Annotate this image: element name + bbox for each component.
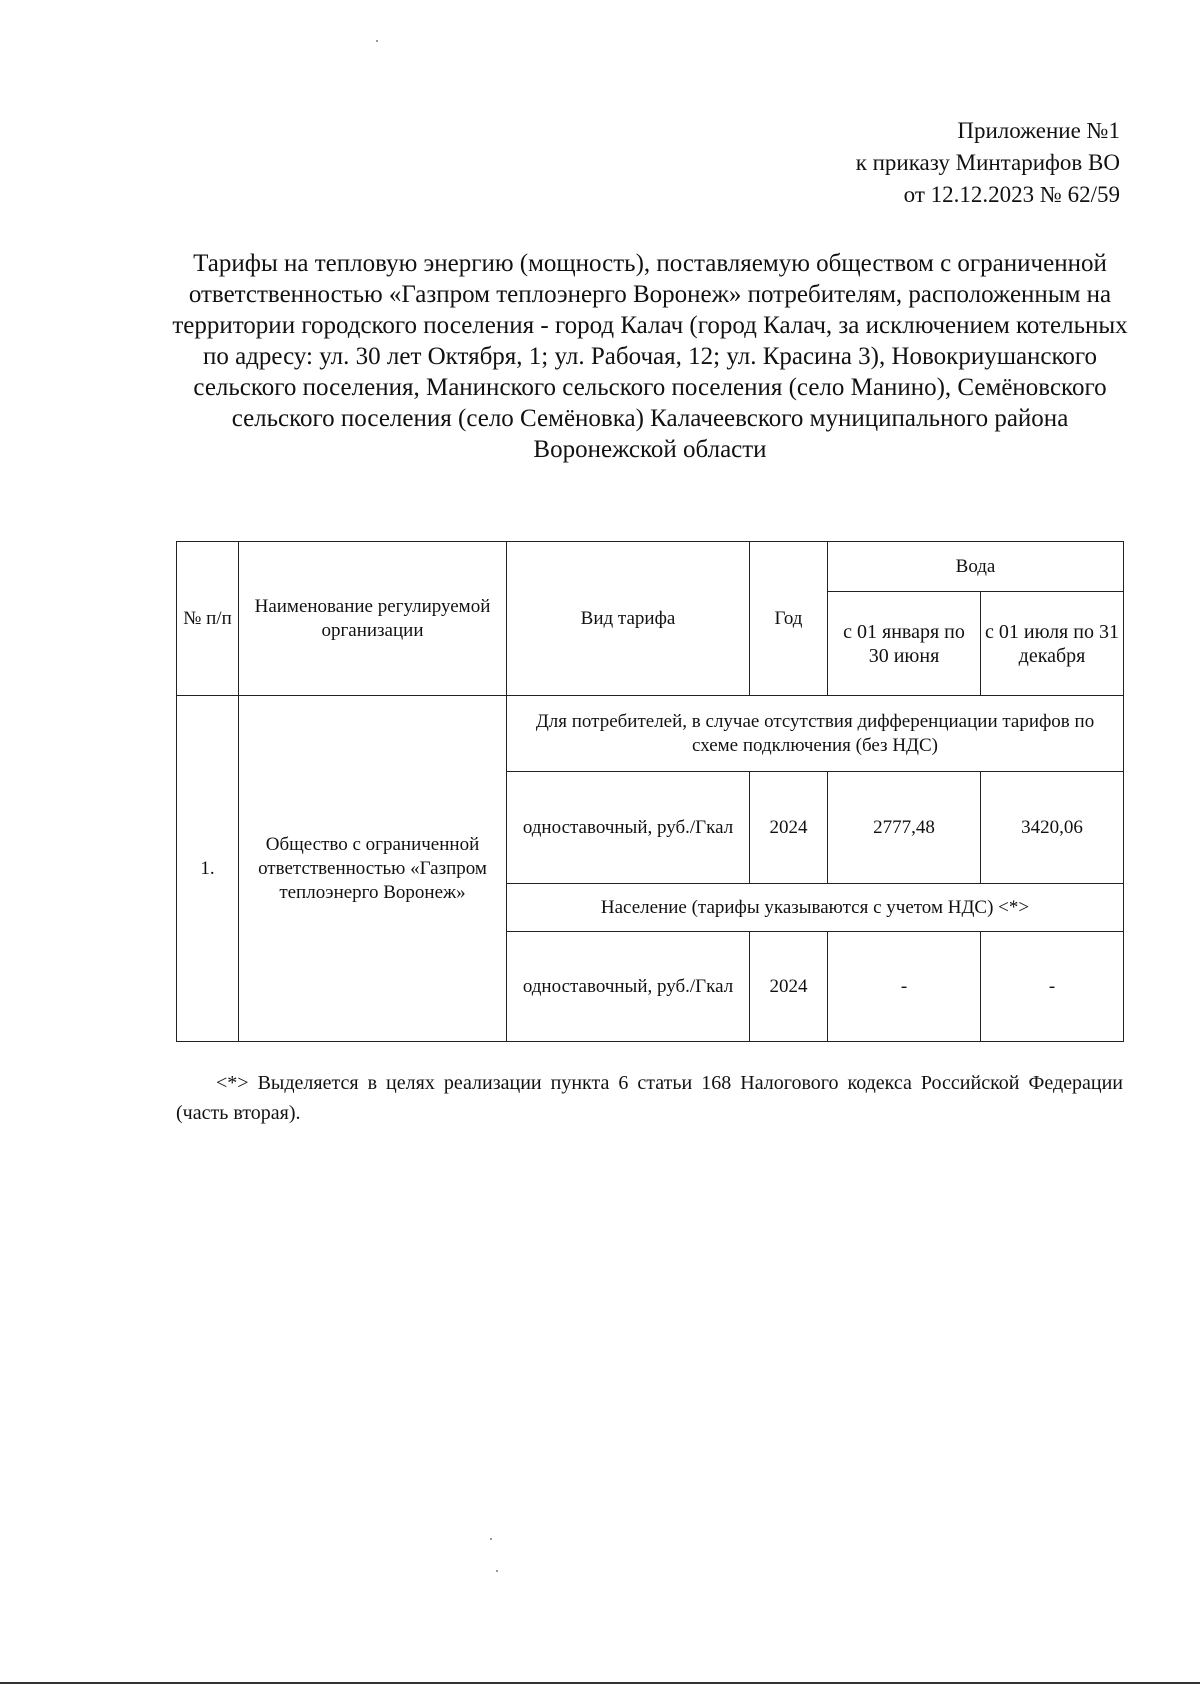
- footnote: <*> Выделяется в целях реализации пункта 6 статьи 168 Налогового кодекса Российской Федерации (часть вторая).: [176, 1072, 1123, 1124]
- scan-speck: [490, 1538, 492, 1540]
- header-year: Год: [750, 542, 828, 696]
- appendix-line-1: Приложение №1: [957, 118, 1120, 143]
- appendix-line-2: к приказу Минтарифов ВО: [855, 150, 1120, 175]
- header-period-2: с 01 июля по 31 декабря: [981, 592, 1124, 696]
- section2-period-1-value: -: [828, 932, 981, 1042]
- section-no-differentiation: Для потребителей, в случае отсутствия дифференциации тарифов по схеме подключения (без НДС): [507, 696, 1124, 772]
- row-org-name: Общество с ограниченной ответственностью «Газпром теплоэнерго Воронеж»: [239, 696, 507, 1042]
- document-title: Тарифы на тепловую энергию (мощность), поставляемую обществом с ограниченной ответственностью «Газпром теплоэнерго Воронеж» потребителям, расположенным на территории городского поселения - город Калач (город Калач, за исключением котельных по адресу: ул. 30 лет Октября, 1; ул. Рабочая, 12; ул. Красина 3), Новокриушанского сельского поселения, Манинского сельского поселения (село Манино), Семёновского сельского поселения (село Семёновка) Калачеевского муниципального района Воронежской области: [172, 250, 1128, 463]
- section2-tariff-type: одноставочный, руб./Гкал: [507, 932, 750, 1042]
- appendix-line-3: от 12.12.2023 № 62/59: [903, 182, 1120, 207]
- header-tariff-type: Вид тарифа: [507, 542, 750, 696]
- scan-speck: [496, 1570, 498, 1572]
- section1-period-2-value: 3420,06: [981, 772, 1124, 884]
- section1-year: 2024: [750, 772, 828, 884]
- header-num: № п/п: [177, 542, 239, 696]
- section1-period-1-value: 2777,48: [828, 772, 981, 884]
- header-org: Наименование регулируемой организации: [239, 542, 507, 696]
- section2-period-2-value: -: [981, 932, 1124, 1042]
- appendix-header: [856, 115, 1120, 211]
- header-period-1: с 01 января по 30 июня: [828, 592, 981, 696]
- section1-tariff-type: одноставочный, руб./Гкал: [507, 772, 750, 884]
- row-num: 1.: [177, 696, 239, 1042]
- section2-year: 2024: [750, 932, 828, 1042]
- scan-bottom-edge: [0, 1682, 1200, 1684]
- header-water: Вода: [828, 542, 1124, 592]
- tariff-table: [176, 541, 1124, 1042]
- scan-speck: [376, 40, 378, 42]
- section-population: Население (тарифы указываются с учетом НДС) <*>: [507, 884, 1124, 932]
